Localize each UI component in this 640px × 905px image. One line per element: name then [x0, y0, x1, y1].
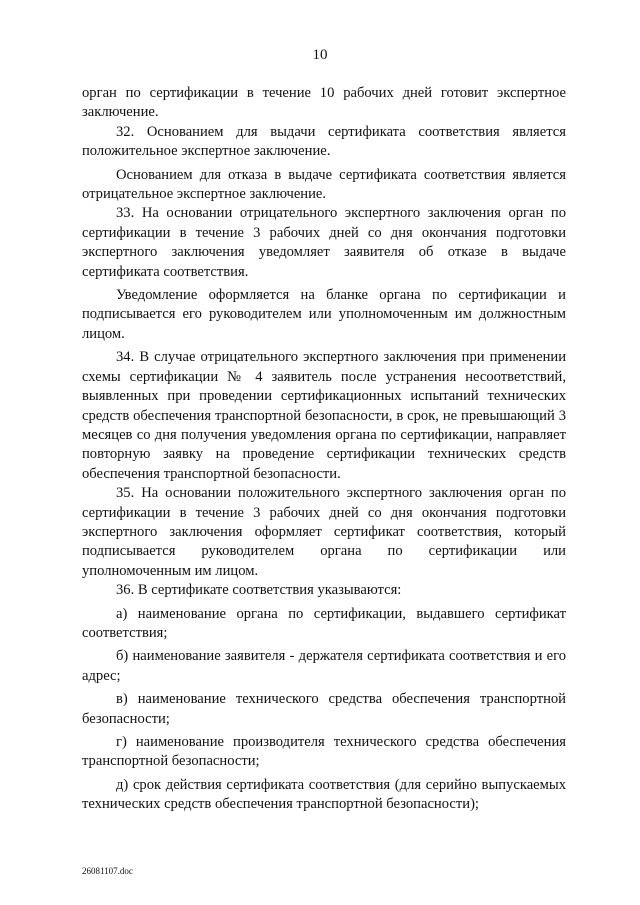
list-item-v: в) наименование технического средства обеспечения транспортной безопасности;: [82, 691, 566, 727]
paragraph-notification: Уведомление оформляется на бланке органа по сертификации и подписывается его руководителем или уполномоченным им должностным лицом.: [82, 287, 566, 342]
paragraph-33: 33. На основании отрицательного экспертного заключения орган по сертификации в течение 3 рабочих дней со дня окончания подготовки экспертного заключения уведомляет заявителя об отказе в выдаче сертификата соответствия.: [82, 205, 566, 280]
list-item-g: г) наименование производителя технического средства обеспечения транспортной безопасности;: [82, 734, 566, 770]
paragraph-35: 35. На основании положительного экспертного заключения орган по сертификации в течение 3 рабочих дней со дня окончания подготовки экспертного заключения оформляет сертификат соответствия, который подписывается руководителем органа по сертификации или уполномоченным им лицом.: [82, 485, 566, 579]
paragraph-32: 32. Основанием для выдачи сертификата соответствия является положительное экспертное заключение.: [82, 123, 566, 160]
document-body: [82, 84, 566, 815]
paragraph-refusal-basis: Основанием для отказа в выдаче сертификата соответствия является отрицательное экспертное заключение.: [82, 166, 566, 203]
list-item-b: б) наименование заявителя - держателя сертификата соответствия и его адрес;: [82, 648, 566, 684]
paragraph-34: 34. В случае отрицательного экспертного заключения при применении схемы сертификации № 4 заявитель после устранения несоответствий, выявленных при проведении сертификационных испытаний технических средств обеспечения транспортной безопасности, в срок, не превышающий 3 месяцев со дня получения уведомления органа по сертификации, направляет повторную заявку на проведение сертификации технических средств обеспечения транспортной безопасности.: [82, 349, 566, 482]
list-item-d: д) срок действия сертификата соответствия (для серийно выпускаемых технических средств обеспечения транспортной безопасности);: [82, 776, 566, 813]
page-number: 10: [312, 47, 328, 63]
list-item-a: а) наименование органа по сертификации, выдавшего сертификат соответствия;: [82, 605, 566, 641]
footer-file-name: 26081107.doc: [82, 866, 133, 876]
paragraph-36: 36. В сертификате соответствия указываются:: [116, 582, 402, 599]
paragraph-expert-opinion-preparation: орган по сертификации в течение 10 рабочих дней готовит экспертное заключение.: [82, 85, 566, 121]
